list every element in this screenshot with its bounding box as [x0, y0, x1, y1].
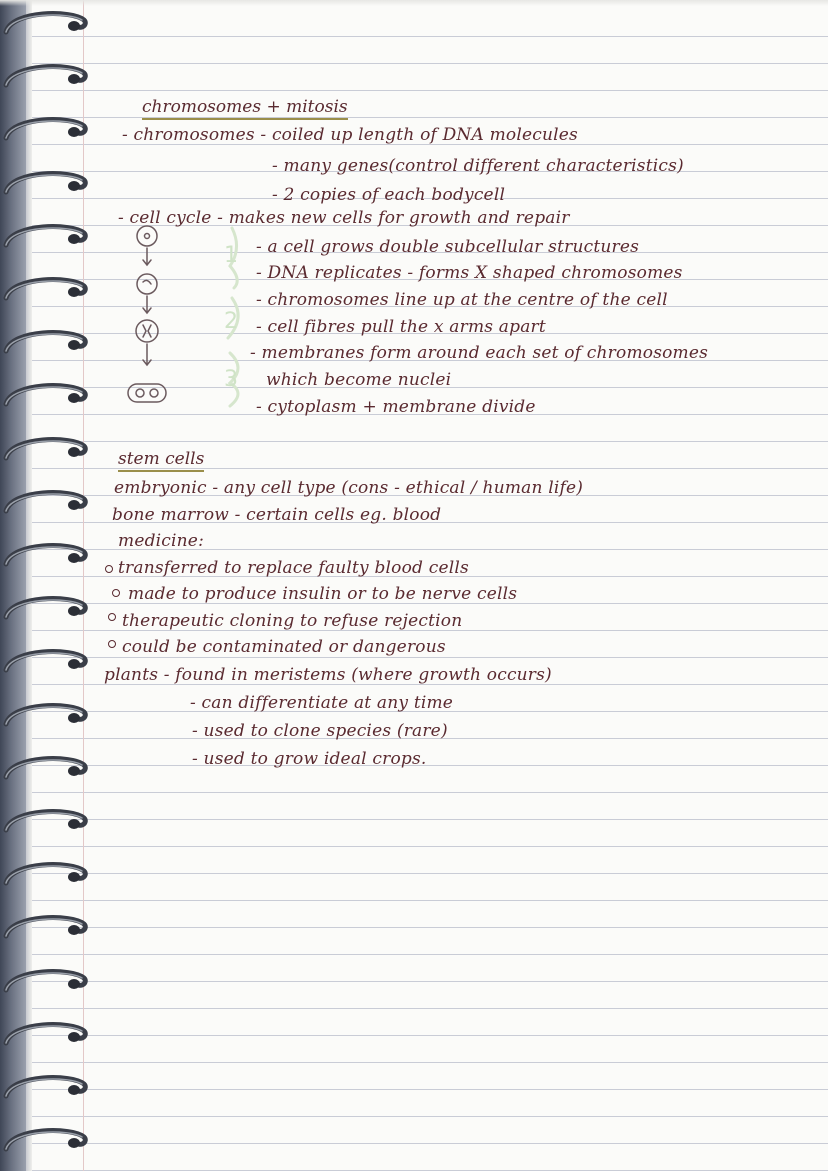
copies-note: - 2 copies of each bodycell [272, 185, 506, 205]
cell-stage-2-icon [137, 274, 157, 294]
medicine-label: medicine: [118, 531, 204, 551]
step-membranes: - membranes form around each set of chromosomes [250, 343, 709, 363]
spiral-ring [2, 61, 88, 93]
step-divide: - cytoplasm + membrane divide [256, 397, 536, 417]
step-pull-apart: - cell fibres pull the x arms apart [256, 317, 546, 337]
plant-item-1: - can differentiate at any time [190, 693, 454, 713]
spiral-ring [2, 114, 88, 146]
medicine-item-4: could be contaminated or dangerous [122, 637, 446, 657]
cell-stage-3-icon [136, 320, 158, 342]
step-line-up: - chromosomes line up at the centre of the cell [256, 290, 668, 310]
spiral-ring [2, 1072, 88, 1104]
bullet-1 [105, 565, 113, 573]
mitosis-heading: chromosomes + mitosis [142, 96, 348, 120]
chromosomes-definition: - chromosomes - coiled up length of DNA molecules [122, 125, 578, 145]
embryonic-note: embryonic - any cell type (cons - ethical / human life) [114, 478, 584, 498]
spiral-ring [2, 168, 88, 200]
spiral-ring [2, 434, 88, 466]
spiral-ring [2, 859, 88, 891]
spiral-ring [2, 221, 88, 253]
spiral-ring [2, 8, 88, 40]
bullet-2 [112, 589, 120, 597]
spiral-ring [2, 380, 88, 412]
spiral-ring [2, 593, 88, 625]
spiral-ring [2, 487, 88, 519]
stem-cells-heading: stem cells [118, 448, 204, 472]
spiral-ring [2, 540, 88, 572]
spiral-ring [2, 1019, 88, 1051]
cell-stage-1-icon [137, 226, 157, 246]
step-nuclei: which become nuclei [266, 370, 452, 390]
stage-number-1: 1 [224, 243, 238, 268]
medicine-item-1: transferred to replace faulty blood cells [118, 558, 469, 578]
stage-number-2: 2 [224, 309, 238, 334]
divided-cells-icon [128, 384, 166, 402]
bone-marrow-note: bone marrow - certain cells eg. blood [112, 505, 442, 525]
spiral-ring [2, 966, 88, 998]
genes-note: - many genes(control different characteristics) [272, 156, 684, 176]
cell-cycle-definition: - cell cycle - makes new cells for growth and repair [118, 208, 570, 228]
spiral-ring [2, 912, 88, 944]
plant-item-2: - used to clone species (rare) [192, 721, 448, 741]
spiral-ring [2, 700, 88, 732]
stage-brace-marks [212, 218, 252, 412]
spiral-ring [2, 1125, 88, 1157]
cell-cycle-diagram [110, 212, 200, 416]
spiral-ring [2, 274, 88, 306]
spiral-ring [2, 806, 88, 838]
medicine-item-2: made to produce insulin or to be nerve cells [128, 584, 518, 604]
spiral-ring [2, 753, 88, 785]
spiral-ring [2, 646, 88, 678]
stage-number-3: 3 [224, 367, 238, 392]
step-replicate: - DNA replicates - forms X shaped chromosomes [256, 263, 683, 283]
spiral-ring [2, 327, 88, 359]
plant-item-3: - used to grow ideal crops. [192, 749, 427, 769]
page-top-edge [0, 0, 828, 6]
bullet-4 [108, 640, 116, 648]
plants-note: plants - found in meristems (where growth occurs) [104, 665, 552, 685]
step-grow: - a cell grows double subcellular structures [256, 237, 640, 257]
medicine-item-3: therapeutic cloning to refuse rejection [122, 611, 463, 631]
bullet-3 [108, 613, 116, 621]
